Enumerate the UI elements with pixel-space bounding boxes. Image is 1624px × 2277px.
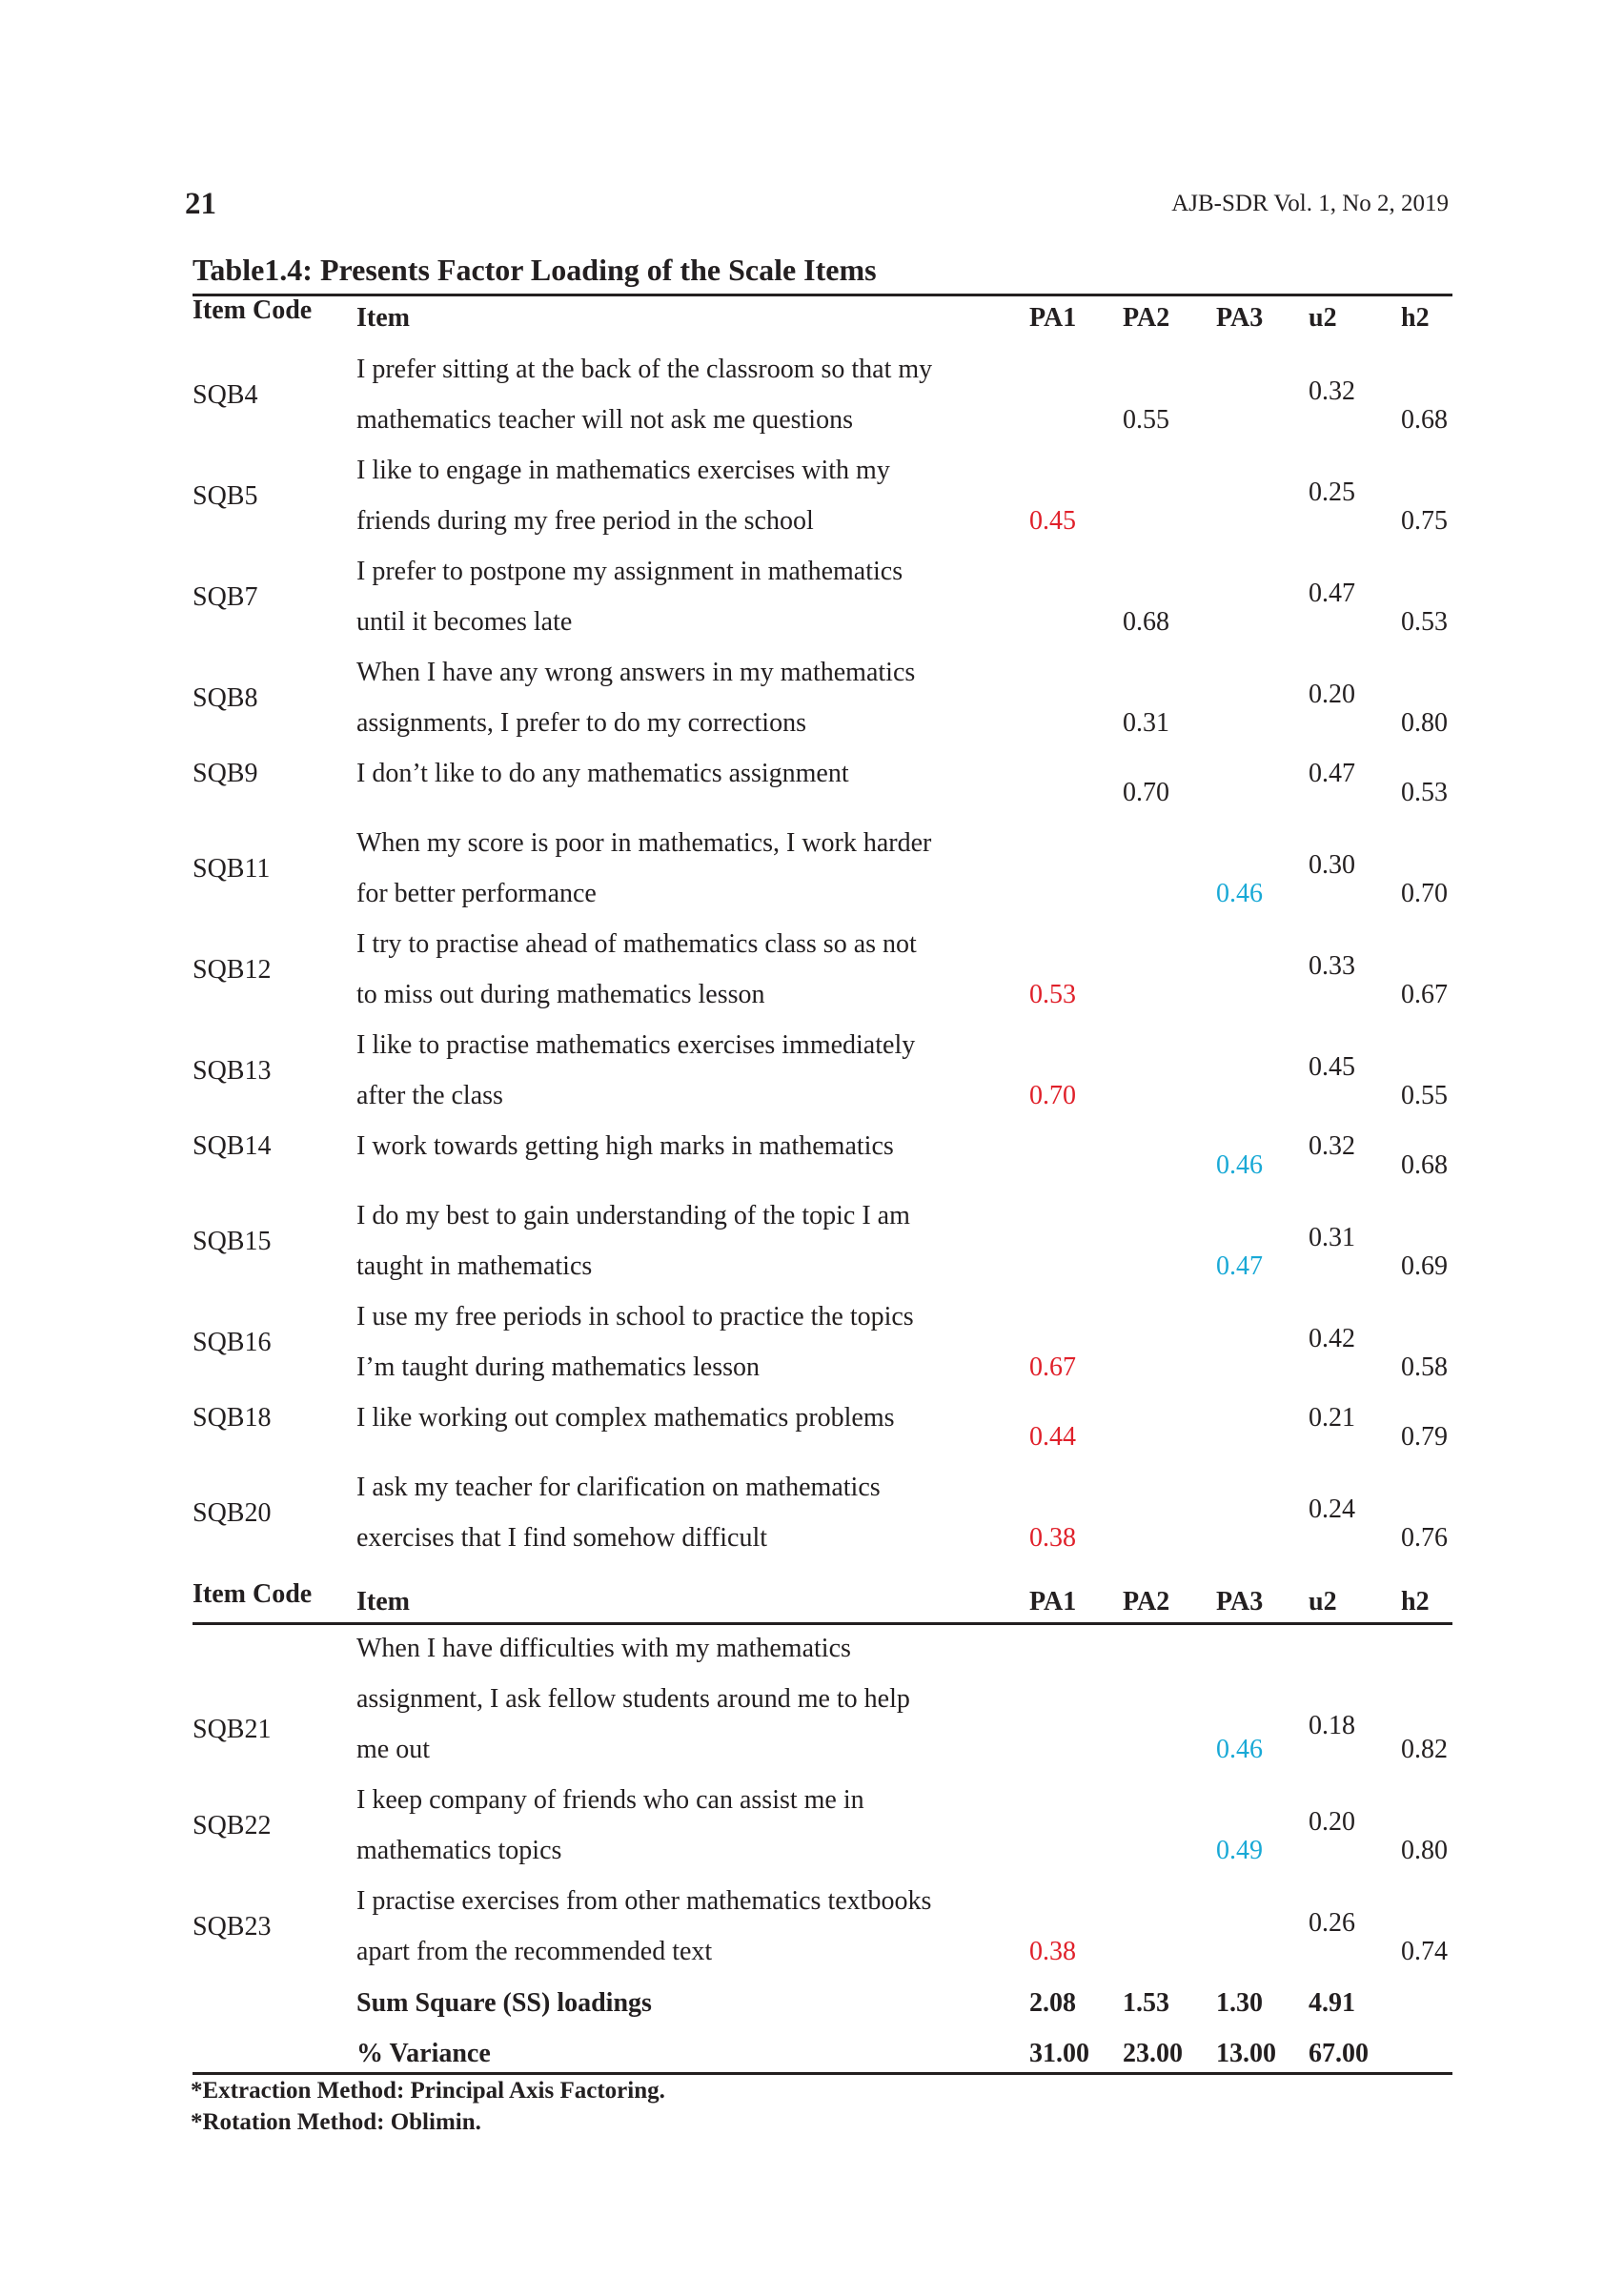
u2-value: 0.21 — [1309, 1403, 1355, 1433]
item-text-line: I do my best to gain understanding of the topic I am — [356, 1201, 910, 1230]
h2-value: 0.68 — [1401, 1150, 1448, 1180]
header-pa2: PA2 — [1123, 303, 1170, 333]
item-text-line: When I have any wrong answers in my mathematics — [356, 658, 916, 687]
item-code: SQB23 — [193, 1911, 272, 1942]
item-code: SQB20 — [193, 1497, 272, 1528]
repeat-header-item: Item — [356, 1587, 410, 1616]
item-text-line: I ask my teacher for clarification on mathematics — [356, 1473, 881, 1502]
item-text-line: exercises that I find somehow difficult — [356, 1523, 768, 1553]
pa3-value: 0.46 — [1216, 1150, 1263, 1180]
table-title: Table1.4: Presents Factor Loading of the Scale Items — [193, 253, 877, 287]
header-pa1: PA1 — [1029, 303, 1077, 333]
item-text-line: I’m taught during mathematics lesson — [356, 1352, 761, 1382]
item-text-line: I like to engage in mathematics exercises with my — [356, 456, 890, 485]
h2-value: 0.69 — [1401, 1251, 1448, 1281]
u2-value: 0.47 — [1309, 759, 1355, 788]
h2-value: 0.80 — [1401, 1836, 1448, 1865]
repeat-header-pa3: PA3 — [1216, 1587, 1264, 1616]
u2-value: 0.47 — [1309, 578, 1355, 608]
u2-value: 0.30 — [1309, 849, 1355, 880]
page-number: 21 — [185, 187, 216, 221]
repeat-header-h2: h2 — [1401, 1587, 1430, 1616]
item-text-line: taught in mathematics — [356, 1251, 593, 1281]
item-text-line: When I have difficulties with my mathematics — [356, 1634, 851, 1663]
table-footnote: *Extraction Method: Principal Axis Factoring. — [191, 2078, 665, 2104]
summary-pa1: 2.08 — [1029, 1988, 1076, 2018]
summary-label: % Variance — [356, 2039, 491, 2068]
summary-u2: 4.91 — [1309, 1988, 1355, 2018]
item-text-line: I try to practise ahead of mathematics class so as not — [356, 929, 917, 959]
summary-pa1: 31.00 — [1029, 2039, 1089, 2068]
item-text-line: to miss out during mathematics lesson — [356, 980, 765, 1009]
repeat-header-pa1: PA1 — [1029, 1587, 1077, 1616]
item-text-line: I prefer to postpone my assignment in mathematics — [356, 557, 903, 586]
pa3-value: 0.46 — [1216, 879, 1263, 908]
repeat-header-pa2: PA2 — [1123, 1587, 1170, 1616]
item-code: SQB22 — [193, 1810, 272, 1840]
h2-value: 0.53 — [1401, 778, 1448, 807]
item-text-line: I don’t like to do any mathematics assignment — [356, 759, 849, 788]
h2-value: 0.53 — [1401, 607, 1448, 637]
pa1-value: 0.70 — [1029, 1081, 1076, 1110]
pa3-value: 0.49 — [1216, 1836, 1263, 1865]
h2-value: 0.75 — [1401, 506, 1448, 536]
item-text-line: friends during my free period in the school — [356, 506, 814, 536]
repeat-header-item-code: Item Code — [193, 1579, 313, 1609]
h2-value: 0.80 — [1401, 708, 1448, 738]
pa1-value: 0.38 — [1029, 1937, 1076, 1966]
u2-value: 0.32 — [1309, 1131, 1355, 1161]
summary-u2: 67.00 — [1309, 2039, 1369, 2068]
h2-value: 0.70 — [1401, 879, 1448, 908]
item-text-line: me out — [356, 1735, 430, 1764]
h2-value: 0.82 — [1401, 1735, 1448, 1764]
u2-value: 0.32 — [1309, 376, 1355, 406]
pa3-value: 0.47 — [1216, 1251, 1263, 1281]
u2-value: 0.20 — [1309, 679, 1355, 709]
u2-value: 0.24 — [1309, 1494, 1355, 1524]
header-item: Item — [356, 303, 410, 333]
item-text-line: mathematics teacher will not ask me questions — [356, 405, 853, 435]
item-text-line: after the class — [356, 1081, 503, 1110]
h2-value: 0.58 — [1401, 1352, 1448, 1382]
h2-value: 0.76 — [1401, 1523, 1448, 1553]
item-text-line: I use my free periods in school to practice the topics — [356, 1302, 914, 1332]
repeat-header-u2: u2 — [1309, 1587, 1337, 1616]
item-text-line: I work towards getting high marks in mathematics — [356, 1131, 894, 1161]
item-text-line: I like working out complex mathematics problems — [356, 1403, 895, 1433]
h2-value: 0.67 — [1401, 980, 1448, 1009]
item-text-line: for better performance — [356, 879, 597, 908]
u2-value: 0.33 — [1309, 950, 1355, 981]
header-h2: h2 — [1401, 303, 1430, 333]
table-footnote: *Rotation Method: Oblimin. — [191, 2109, 481, 2135]
item-code: SQB4 — [193, 379, 258, 410]
item-code: SQB15 — [193, 1226, 272, 1256]
summary-pa3: 1.30 — [1216, 1988, 1263, 2018]
header-u2: u2 — [1309, 303, 1337, 333]
h2-value: 0.79 — [1401, 1422, 1448, 1452]
item-text-line: I keep company of friends who can assist me in — [356, 1785, 864, 1815]
item-text-line: I prefer sitting at the back of the classroom so that my — [356, 355, 933, 384]
item-code: SQB16 — [193, 1327, 272, 1357]
u2-value: 0.20 — [1309, 1806, 1355, 1837]
pa2-value: 0.55 — [1123, 405, 1169, 435]
pa3-value: 0.46 — [1216, 1735, 1263, 1764]
pa1-value: 0.53 — [1029, 980, 1076, 1009]
summary-pa2: 23.00 — [1123, 2039, 1183, 2068]
pa1-value: 0.45 — [1029, 506, 1076, 536]
item-code: SQB11 — [193, 853, 271, 884]
item-code: SQB21 — [193, 1714, 272, 1744]
item-code: SQB14 — [193, 1131, 272, 1161]
pa1-value: 0.67 — [1029, 1352, 1076, 1382]
item-text-line: apart from the recommended text — [356, 1937, 713, 1966]
item-text-line: until it becomes late — [356, 607, 573, 637]
header-pa3: PA3 — [1216, 303, 1264, 333]
h2-value: 0.55 — [1401, 1081, 1448, 1110]
summary-label: Sum Square (SS) loadings — [356, 1988, 652, 2018]
top-rule — [193, 294, 1452, 296]
item-code: SQB12 — [193, 954, 272, 985]
h2-value: 0.74 — [1401, 1937, 1448, 1966]
u2-value: 0.18 — [1309, 1710, 1355, 1740]
u2-value: 0.45 — [1309, 1051, 1355, 1082]
item-code: SQB8 — [193, 682, 258, 713]
summary-pa2: 1.53 — [1123, 1988, 1169, 2018]
item-text-line: assignment, I ask fellow students around me to help — [356, 1684, 910, 1714]
item-code: SQB9 — [193, 759, 258, 788]
item-code: SQB13 — [193, 1055, 272, 1086]
journal-header: AJB-SDR Vol. 1, No 2, 2019 — [1171, 191, 1449, 216]
pa2-value: 0.68 — [1123, 607, 1169, 637]
header-rule — [193, 1622, 1452, 1625]
item-text-line: mathematics topics — [356, 1836, 562, 1865]
item-code: SQB5 — [193, 480, 258, 511]
pa1-value: 0.38 — [1029, 1523, 1076, 1553]
item-text-line: I like to practise mathematics exercises immediately — [356, 1030, 916, 1060]
pa1-value: 0.44 — [1029, 1422, 1076, 1452]
item-text-line: I practise exercises from other mathematics textbooks — [356, 1886, 932, 1916]
header-item-code: Item Code — [193, 295, 313, 325]
h2-value: 0.68 — [1401, 405, 1448, 435]
u2-value: 0.42 — [1309, 1323, 1355, 1353]
u2-value: 0.31 — [1309, 1222, 1355, 1252]
pa2-value: 0.70 — [1123, 778, 1169, 807]
u2-value: 0.25 — [1309, 477, 1355, 507]
item-text-line: When my score is poor in mathematics, I work harder — [356, 828, 932, 858]
u2-value: 0.26 — [1309, 1907, 1355, 1938]
item-code: SQB7 — [193, 581, 258, 612]
item-code: SQB18 — [193, 1403, 272, 1433]
bottom-rule — [193, 2072, 1452, 2075]
pa2-value: 0.31 — [1123, 708, 1169, 738]
item-text-line: assignments, I prefer to do my corrections — [356, 708, 806, 738]
summary-pa3: 13.00 — [1216, 2039, 1276, 2068]
